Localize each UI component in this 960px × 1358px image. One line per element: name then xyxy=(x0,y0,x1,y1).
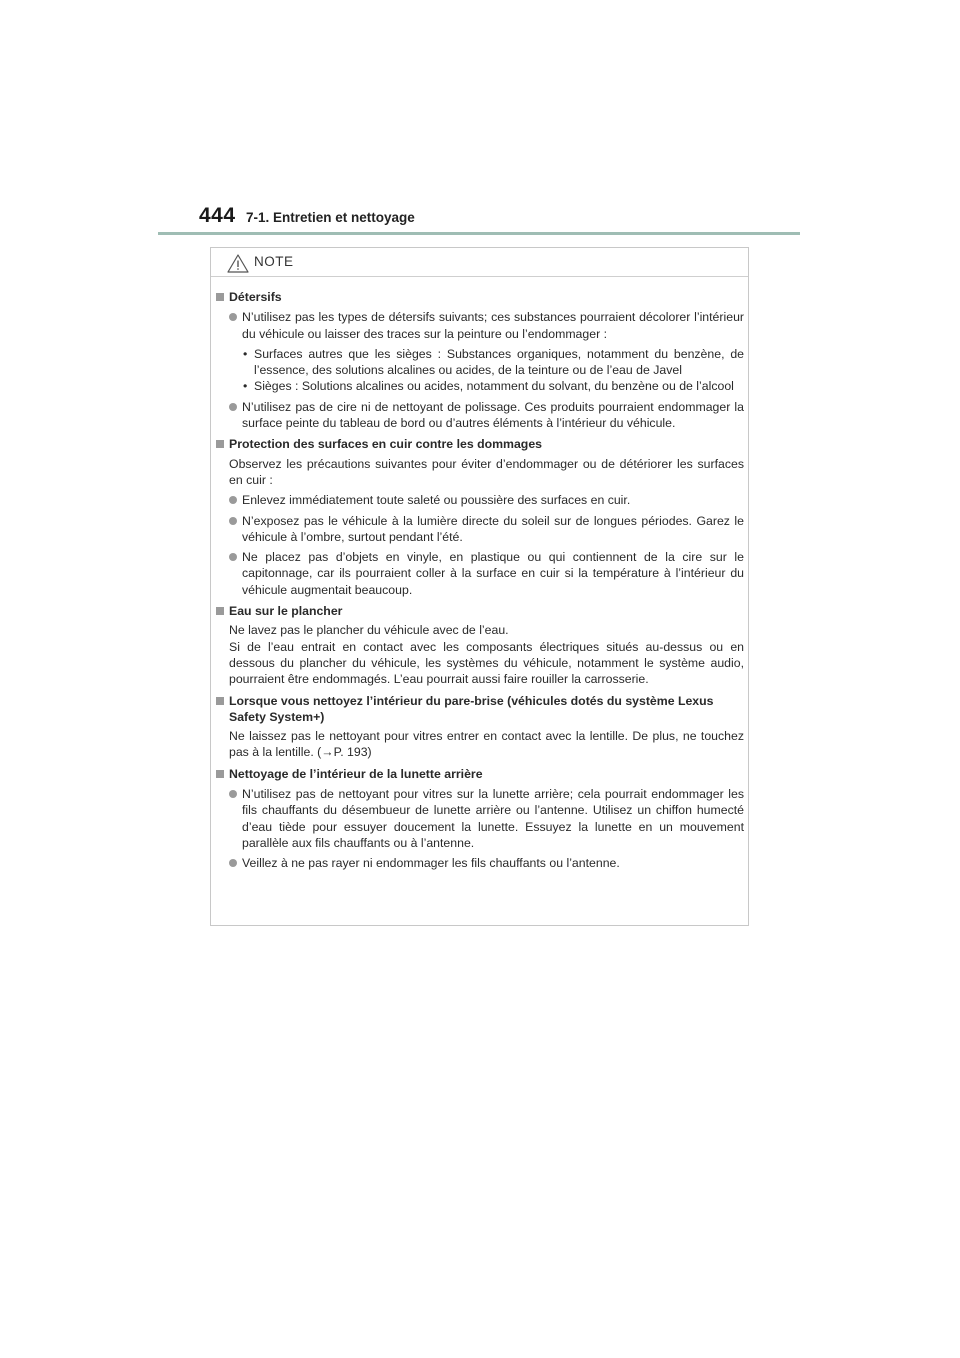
square-bullet-icon xyxy=(216,697,224,705)
paragraph: Si de l’eau entrait en contact avec les composants électriques situés au-dessus ou en dessous du plancher du véhicule, les systèmes du véhicule, notamment le système audio, pourraient être endommagés. L’eau pourrait aussi faire rouiller la carrosserie. xyxy=(229,639,744,687)
square-bullet-icon xyxy=(216,770,224,778)
list-item: N’exposez pas le véhicule à la lumière directe du soleil sur de longues périodes. Garez le véhicule à l’ombre, surtout pendant l’été. xyxy=(216,513,744,546)
round-bullet-icon xyxy=(229,313,237,321)
note-label: NOTE xyxy=(254,254,294,269)
list-item: Veillez à ne pas rayer ni endommager les fils chauffants ou l’antenne. xyxy=(216,855,744,871)
list-item: Enlevez immédiatement toute saleté ou poussière des surfaces en cuir. xyxy=(216,492,744,508)
note-body xyxy=(216,289,744,872)
list-item: N’utilisez pas de nettoyant pour vitres sur la lunette arrière; cela pourrait endommager les fils chauffants du désembueur de lunette arrière ou l’antenne. Utilisez un chiffon humecté d’eau tiède pour essuyer doucement la lunette. Essuyez la lunette en un mouvement parallèle aux fils chauffants ou à l’antenne. xyxy=(216,786,744,851)
page-number: 444 xyxy=(199,204,236,227)
round-bullet-icon xyxy=(229,553,237,561)
paragraph: Observez les précautions suivantes pour éviter d’endommager ou de détériorer les surfaces en cuir : xyxy=(229,456,744,487)
section-heading: Protection des surfaces en cuir contre les dommages xyxy=(216,436,744,452)
paragraph: Ne laissez pas le nettoyant pour vitres entrer en contact avec la lentille. De plus, ne touchez pas à la lentille. (→P. 193) xyxy=(229,729,744,760)
round-bullet-icon xyxy=(229,403,237,411)
square-bullet-icon xyxy=(216,440,224,448)
header-rule xyxy=(158,232,800,235)
page-header xyxy=(199,204,799,232)
section-heading: Eau sur le plancher xyxy=(216,603,744,619)
round-bullet-icon xyxy=(229,790,237,798)
section-heading: Lorsque vous nettoyez l’intérieur du pare-brise (véhicules dotés du système Lexus Safety System+) xyxy=(216,693,744,726)
list-item: N’utilisez pas de cire ni de nettoyant de polissage. Ces produits pourraient endommager la surface peinte du tableau de bord ou d’autres éléments à l’intérieur du véhicule. xyxy=(216,399,744,432)
note-header xyxy=(211,248,748,277)
round-bullet-icon xyxy=(229,517,237,525)
small-bullet-icon: • xyxy=(243,379,248,394)
round-bullet-icon xyxy=(229,859,237,867)
paragraph: Ne lavez pas le plancher du véhicule avec de l’eau. xyxy=(229,623,509,638)
section-heading: Détersifs xyxy=(216,289,744,305)
sub-list-item: • Sièges : Solutions alcalines ou acides, notamment du solvant, du benzène ou de l’alcool xyxy=(243,379,734,394)
list-item: N’utilisez pas les types de détersifs suivants; ces substances pourraient décolorer l’intérieur du véhicule ou laisser des traces sur la peinture ou l’endommager : xyxy=(216,309,744,342)
square-bullet-icon xyxy=(216,293,224,301)
warning-icon xyxy=(227,254,249,273)
square-bullet-icon xyxy=(216,607,224,615)
small-bullet-icon: • xyxy=(243,346,248,361)
section-heading: Nettoyage de l’intérieur de la lunette arrière xyxy=(216,766,744,782)
list-item: Ne placez pas d’objets en vinyle, en plastique ou qui contiennent de la cire sur le capitonnage, car ils pourraient coller à la surface en cuir si la température à l’intérieur du véhicule augmentait beaucoup. xyxy=(216,549,744,598)
sub-list-item: • Surfaces autres que les sièges : Substances organiques, notamment du benzène, de l’essence, des solutions alcalines ou acides, de la teinture ou de l’eau de Javel xyxy=(243,346,744,378)
round-bullet-icon xyxy=(229,496,237,504)
section-title: 7-1. Entretien et nettoyage xyxy=(246,210,415,225)
note-box xyxy=(210,247,749,926)
